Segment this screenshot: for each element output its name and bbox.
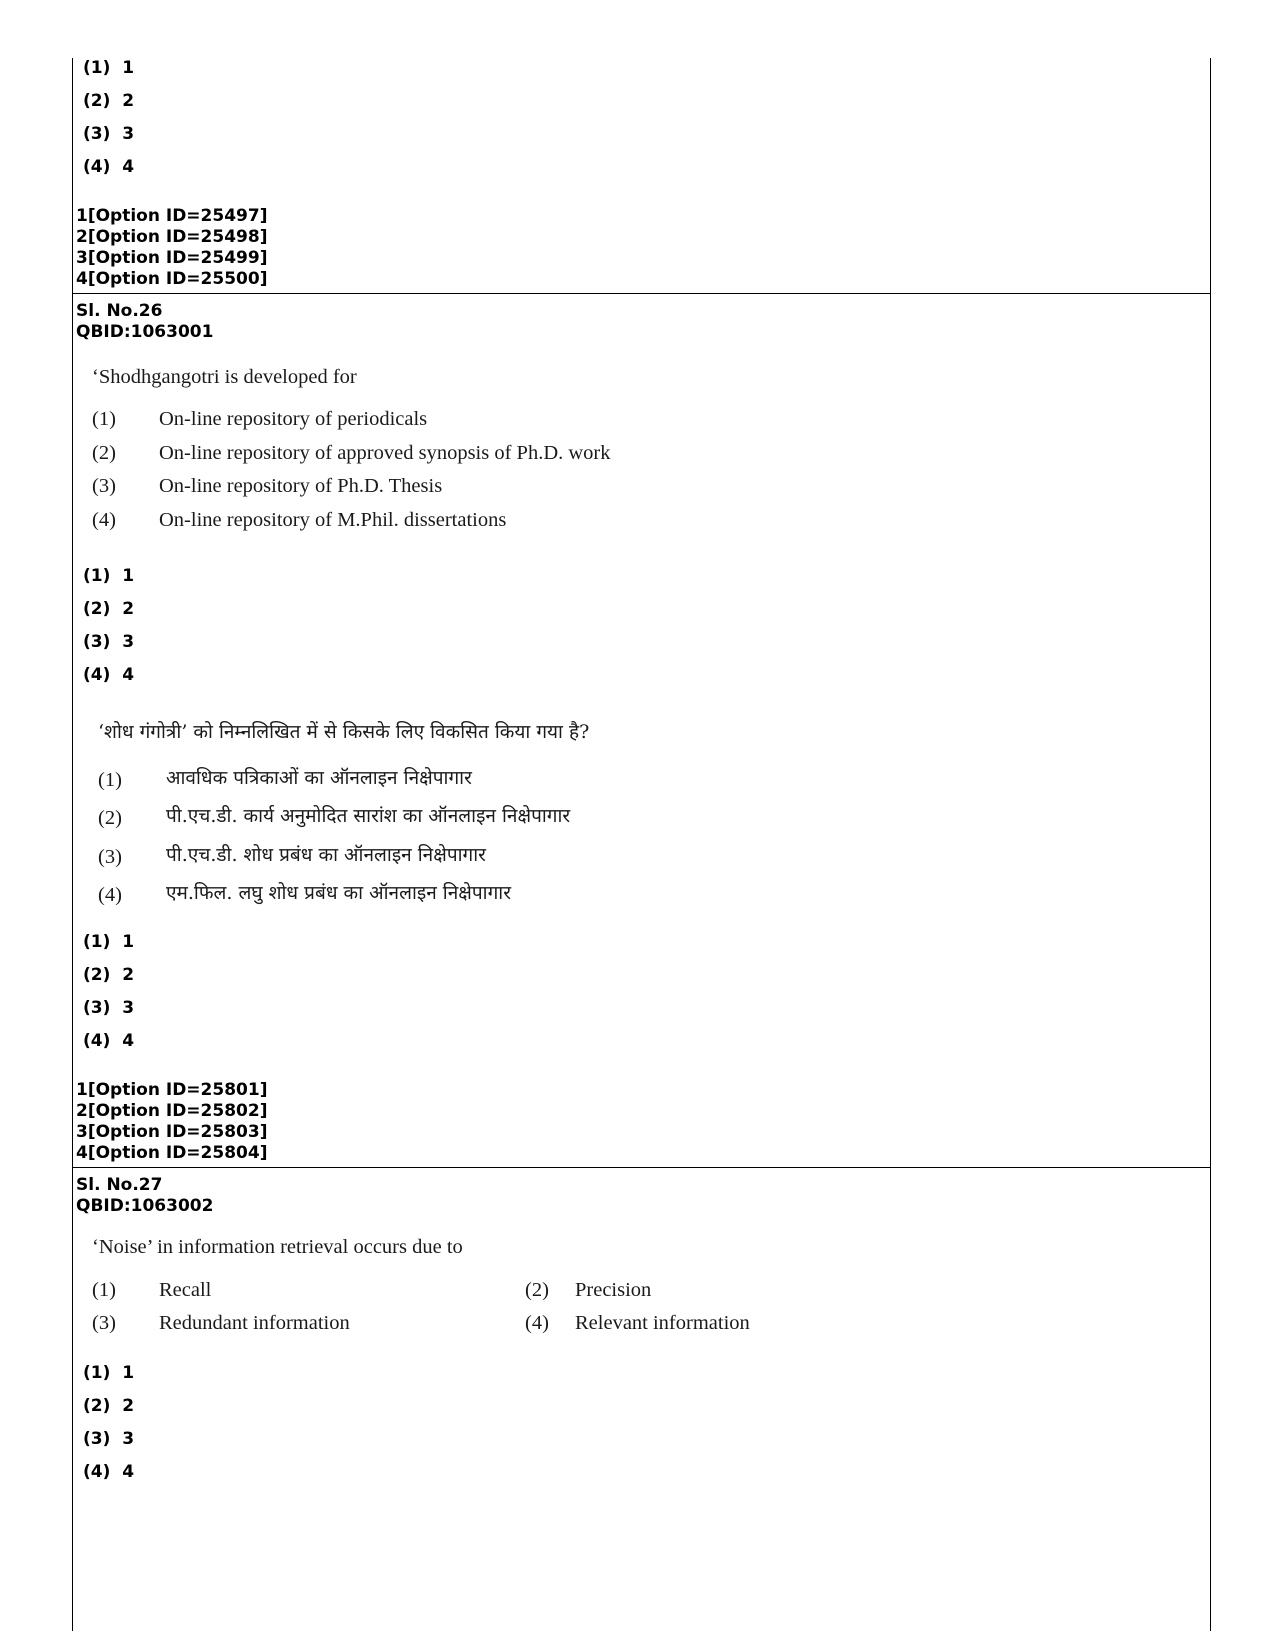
q27-qbid: QBID:1063002	[76, 1196, 214, 1216]
q27-option-en-text: Precision	[575, 1279, 652, 1301]
q27-option-en-text: Recall	[159, 1279, 212, 1301]
answer-choice[interactable]: (3) 3	[83, 124, 135, 144]
answer-choice[interactable]: (2) 2	[83, 1396, 135, 1416]
q27-option-en-text: Relevant information	[575, 1312, 750, 1334]
option-id: 3[Option ID=25803]	[76, 1122, 268, 1142]
option-id: 4[Option ID=25500]	[76, 269, 268, 289]
answer-choice[interactable]: (1) 1	[83, 932, 135, 952]
q27-option-en-text: Redundant information	[159, 1312, 350, 1334]
answer-choice[interactable]: (4) 4	[83, 157, 135, 177]
answer-choice[interactable]: (2) 2	[83, 599, 135, 619]
q27-option-en-num: (2)	[525, 1279, 549, 1301]
answer-choice[interactable]: (2) 2	[83, 965, 135, 985]
option-id: 1[Option ID=25497]	[76, 206, 268, 226]
q26-option-en-text: On-line repository of approved synopsis of Ph.D. work	[159, 442, 611, 464]
q26-option-hi-text: पी.एच.डी. कार्य अनुमोदित सारांश का ऑनलाइन निक्षेपागार	[166, 805, 571, 827]
q26-option-hi-num: (4)	[98, 884, 122, 906]
answer-choice[interactable]: (1) 1	[83, 566, 135, 586]
q26-option-hi-num: (1)	[98, 769, 122, 791]
q26-option-hi-num: (3)	[98, 846, 122, 868]
q26-option-en-text: On-line repository of periodicals	[159, 408, 428, 430]
q26-question-hi: ‘शोध गंगोत्री’ को निम्नलिखित में से किसके लिए विकसित किया गया है?	[98, 721, 590, 743]
option-id: 2[Option ID=25498]	[76, 227, 268, 247]
answer-choice[interactable]: (2) 2	[83, 91, 135, 111]
q26-option-en-num: (4)	[92, 509, 116, 531]
answer-choice[interactable]: (1) 1	[83, 58, 135, 78]
option-id: 1[Option ID=25801]	[76, 1080, 268, 1100]
q27-sl-no: Sl. No.27	[76, 1175, 163, 1195]
q26-option-en-text: On-line repository of Ph.D. Thesis	[159, 475, 443, 497]
answer-choice[interactable]: (4) 4	[83, 665, 135, 685]
q26-option-hi-num: (2)	[98, 807, 122, 829]
q27-question-en: ‘Noise’ in information retrieval occurs due to	[92, 1236, 463, 1258]
answer-choice[interactable]: (1) 1	[83, 1363, 135, 1383]
q26-option-en-num: (2)	[92, 442, 116, 464]
option-id: 2[Option ID=25802]	[76, 1101, 268, 1121]
q26-sl-no: Sl. No.26	[76, 301, 163, 321]
answer-choice[interactable]: (3) 3	[83, 1429, 135, 1449]
q26-option-en-num: (3)	[92, 475, 116, 497]
q27-option-en-num: (3)	[92, 1312, 116, 1334]
q27-option-en-num: (1)	[92, 1279, 116, 1301]
answer-choice[interactable]: (4) 4	[83, 1462, 135, 1482]
q26-option-en-num: (1)	[92, 408, 116, 430]
option-id: 3[Option ID=25499]	[76, 248, 268, 268]
divider-q26	[72, 293, 1210, 294]
q26-option-hi-text: आवधिक पत्रिकाओं का ऑनलाइन निक्षेपागार	[166, 767, 472, 789]
q26-option-en-text: On-line repository of M.Phil. dissertations	[159, 509, 507, 531]
option-id: 4[Option ID=25804]	[76, 1143, 268, 1163]
q26-qbid: QBID:1063001	[76, 322, 214, 342]
answer-choice[interactable]: (3) 3	[83, 632, 135, 652]
answer-choice[interactable]: (3) 3	[83, 998, 135, 1018]
q26-option-hi-text: पी.एच.डी. शोध प्रबंध का ऑनलाइन निक्षेपागार	[166, 844, 486, 866]
q26-option-hi-text: एम.फिल. लघु शोध प्रबंध का ऑनलाइन निक्षेपागार	[166, 882, 511, 904]
divider-q27	[72, 1167, 1210, 1168]
q27-option-en-num: (4)	[525, 1312, 549, 1334]
q26-question-en: ‘Shodhgangotri is developed for	[92, 366, 357, 388]
answer-choice[interactable]: (4) 4	[83, 1031, 135, 1051]
